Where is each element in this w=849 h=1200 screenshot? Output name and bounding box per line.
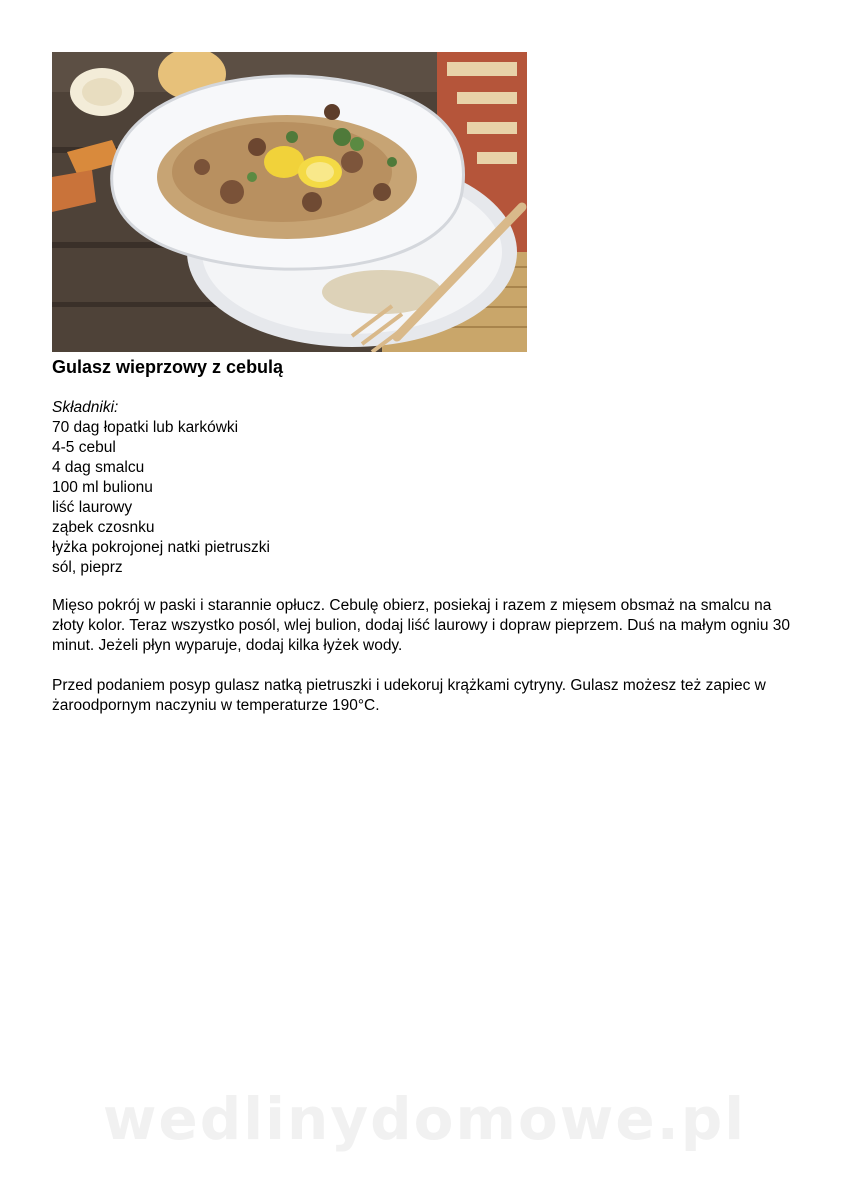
goulash-plate-icon [52, 52, 527, 352]
dish-photo [52, 52, 527, 352]
ingredients-heading: Składniki: [52, 399, 119, 416]
ingredients-section [52, 398, 270, 578]
recipe-title: Gulasz wieprzowy z cebulą [52, 357, 284, 377]
instructions-paragraph-2: Przed podaniem posyp gulasz natką pietruszki i udekoruj krążkami cytryny. Gulasz możesz też zapiec w żaroodpornym naczyniu w temperaturze 190°C. [52, 677, 766, 714]
ingredient-item: liść laurowy [52, 499, 133, 516]
ingredient-item: 70 dag łopatki lub karkówki [52, 419, 239, 436]
ingredients-list [52, 418, 270, 578]
ingredient-item: sól, pieprz [52, 559, 123, 576]
watermark-text: wedlinydomowe.pl [102, 1085, 747, 1153]
ingredient-item: łyżka pokrojonej natki pietruszki [52, 539, 270, 556]
ingredient-item: ząbek czosnku [52, 519, 155, 536]
ingredient-item: 4-5 cebul [52, 439, 116, 456]
instructions-paragraph-1: Mięso pokrój w paski i starannie opłucz. Cebulę obierz, posiekaj i razem z mięsem obsmaż na smalcu na złoty kolor. Teraz wszystko posól, wlej bulion, dodaj liść laurowy i dopraw pieprzem. Duś na małym ogniu 30 minut. Jeżeli płyn wyparuje, dodaj kilka łyżek wody. [52, 597, 791, 654]
ingredient-item: 100 ml bulionu [52, 479, 153, 496]
ingredient-item: 4 dag smalcu [52, 459, 145, 476]
